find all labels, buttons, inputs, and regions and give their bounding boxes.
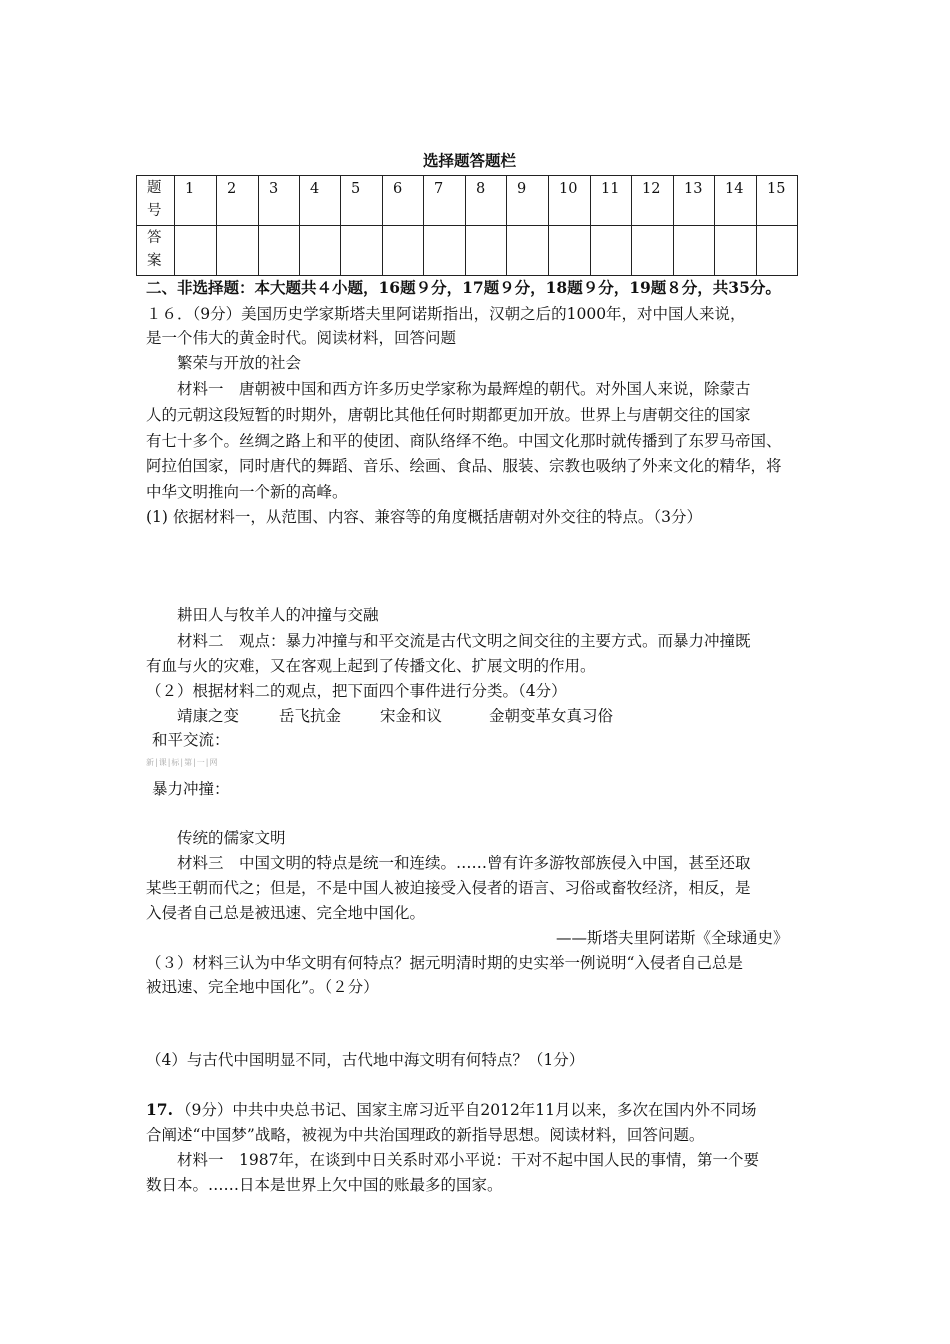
question-number-cell: 6 bbox=[383, 176, 424, 226]
peace-exchange-label: 和平交流： bbox=[152, 731, 230, 749]
event-item: 宋金和议 bbox=[380, 707, 443, 725]
q16-material3-line1: 材料三 中国文明的特点是统一和连续。……曾有许多游牧部族侵入中国，甚至还取 bbox=[177, 854, 751, 872]
q16-intro-line1: １６．（9分）美国历史学家斯塔夫里阿诺斯指出，汉朝之后的1000年，对中国人来说， bbox=[146, 305, 746, 323]
q16-subtitle1: 繁荣与开放的社会 bbox=[177, 354, 302, 372]
question-number-cell: 7 bbox=[424, 176, 466, 226]
question-number-cell: 13 bbox=[674, 176, 715, 226]
q16-material1-line4: 阿拉伯国家，同时唐代的舞蹈、音乐、绘画、食品、服装、宗教也吸纳了外来文化的精华，将 bbox=[146, 457, 782, 475]
q16-material3-line3: 入侵者自己总是被迅速、完全地中国化。 bbox=[146, 904, 426, 922]
section2-heading: 二、非选择题：本大题共４小题，16题９分，17题９分，18题９分，19题８分，共35分。 bbox=[146, 278, 781, 297]
answer-cell[interactable] bbox=[507, 226, 549, 276]
answer-cell[interactable] bbox=[632, 226, 674, 276]
answer-cell[interactable] bbox=[259, 226, 300, 276]
question-number-cell: 4 bbox=[300, 176, 341, 226]
q16-material3-line2: 某些王朝而代之；但是，不是中国人被迫接受入侵者的语言、习俗或畜牧经济，相反，是 bbox=[146, 879, 751, 897]
answer-table bbox=[136, 175, 798, 276]
event-item: 靖康之变 bbox=[177, 707, 240, 725]
event-item: 金朝变革女真习俗 bbox=[489, 707, 614, 725]
q17-intro-line1: （9分）中共中央总书记、国家主席习近平自2012年11月以来，多次在国内外不同场 bbox=[176, 1101, 757, 1119]
row-label-answer: 答案 bbox=[137, 226, 175, 276]
q16-subquestion2: （２）根据材料二的观点，把下面四个事件进行分类。（4分） bbox=[146, 682, 567, 700]
q16-material1-line3: 有七十多个。丝绸之路上和平的使团、商队络绎不绝。中国文化那时就传播到了东罗马帝国、 bbox=[146, 432, 782, 450]
answer-cell[interactable] bbox=[674, 226, 715, 276]
q16-intro-line2: 是一个伟大的黄金时代。阅读材料，回答问题 bbox=[146, 329, 457, 347]
answer-row bbox=[137, 226, 798, 276]
watermark-text: 新|课|标|第|一|网 bbox=[146, 758, 219, 767]
row-label-number: 题号 bbox=[137, 176, 175, 226]
q16-subtitle3: 传统的儒家文明 bbox=[177, 829, 286, 847]
q17-material1-line2: 数日本。……日本是世界上欠中国的账最多的国家。 bbox=[146, 1176, 503, 1194]
answer-cell[interactable] bbox=[715, 226, 757, 276]
answer-cell[interactable] bbox=[217, 226, 259, 276]
answer-cell[interactable] bbox=[424, 226, 466, 276]
answer-cell[interactable] bbox=[757, 226, 798, 276]
question-number-cell: 15 bbox=[757, 176, 798, 226]
number-row bbox=[137, 176, 798, 226]
q16-subquestion3-line1: （３）材料三认为中华文明有何特点？据元明清时期的史实举一例说明“入侵者自己总是 bbox=[146, 954, 743, 972]
q16-material2-line2: 有血与火的灾难，又在客观上起到了传播文化、扩展文明的作用。 bbox=[146, 657, 596, 675]
q17-number: 17. bbox=[146, 1100, 173, 1119]
question-number-cell: 8 bbox=[466, 176, 507, 226]
q16-subquestion3-line2: 被迅速、完全地中国化”。（２分） bbox=[146, 978, 379, 996]
answer-cell[interactable] bbox=[466, 226, 507, 276]
question-number-cell: 14 bbox=[715, 176, 757, 226]
q16-material3-source: ——斯塔夫里阿诺斯《全球通史》 bbox=[556, 929, 789, 947]
answer-cell[interactable] bbox=[591, 226, 632, 276]
q16-subquestion1: (1) 依据材料一，从范围、内容、兼容等的角度概括唐朝对外交往的特点。（3分） bbox=[146, 508, 702, 526]
question-number-cell: 9 bbox=[507, 176, 549, 226]
q16-material2-line1: 材料二 观点：暴力冲撞与和平交流是古代文明之间交往的主要方式。而暴力冲撞既 bbox=[177, 632, 751, 650]
q16-material1-line5: 中华文明推向一个新的高峰。 bbox=[146, 483, 348, 501]
question-number-cell: 1 bbox=[175, 176, 217, 226]
answer-cell[interactable] bbox=[300, 226, 341, 276]
answer-cell[interactable] bbox=[175, 226, 217, 276]
answer-table-caption: 选择题答题栏 bbox=[423, 151, 517, 170]
answer-cell[interactable] bbox=[341, 226, 383, 276]
question-number-cell: 2 bbox=[217, 176, 259, 226]
violent-clash-label: 暴力冲撞： bbox=[152, 780, 230, 798]
question-number-cell: 11 bbox=[591, 176, 632, 226]
answer-cell[interactable] bbox=[549, 226, 591, 276]
question-number-cell: 12 bbox=[632, 176, 674, 226]
question-number-cell: 5 bbox=[341, 176, 383, 226]
q16-material1-line1: 材料一 唐朝被中国和西方许多历史学家称为最辉煌的朝代。对外国人来说，除蒙古 bbox=[177, 380, 751, 398]
q16-subtitle2: 耕田人与牧羊人的冲撞与交融 bbox=[177, 606, 379, 624]
answer-cell[interactable] bbox=[383, 226, 424, 276]
q16-material1-line2: 人的元朝这段短暂的时期外，唐朝比其他任何时期都更加开放。世界上与唐朝交往的国家 bbox=[146, 406, 751, 424]
question-number-cell: 3 bbox=[259, 176, 300, 226]
q17-intro-line2: 合阐述“中国梦”战略，被视为中共治国理政的新指导思想。阅读材料，回答问题。 bbox=[146, 1126, 705, 1144]
question-number-cell: 10 bbox=[549, 176, 591, 226]
q17-material1-line1: 材料一 1987年，在谈到中日关系时邓小平说：干对不起中国人民的事情，第一个要 bbox=[177, 1151, 759, 1169]
q16-subquestion4: （4）与古代中国明显不同，古代地中海文明有何特点？（1分） bbox=[146, 1051, 585, 1069]
event-item: 岳飞抗金 bbox=[279, 707, 342, 725]
